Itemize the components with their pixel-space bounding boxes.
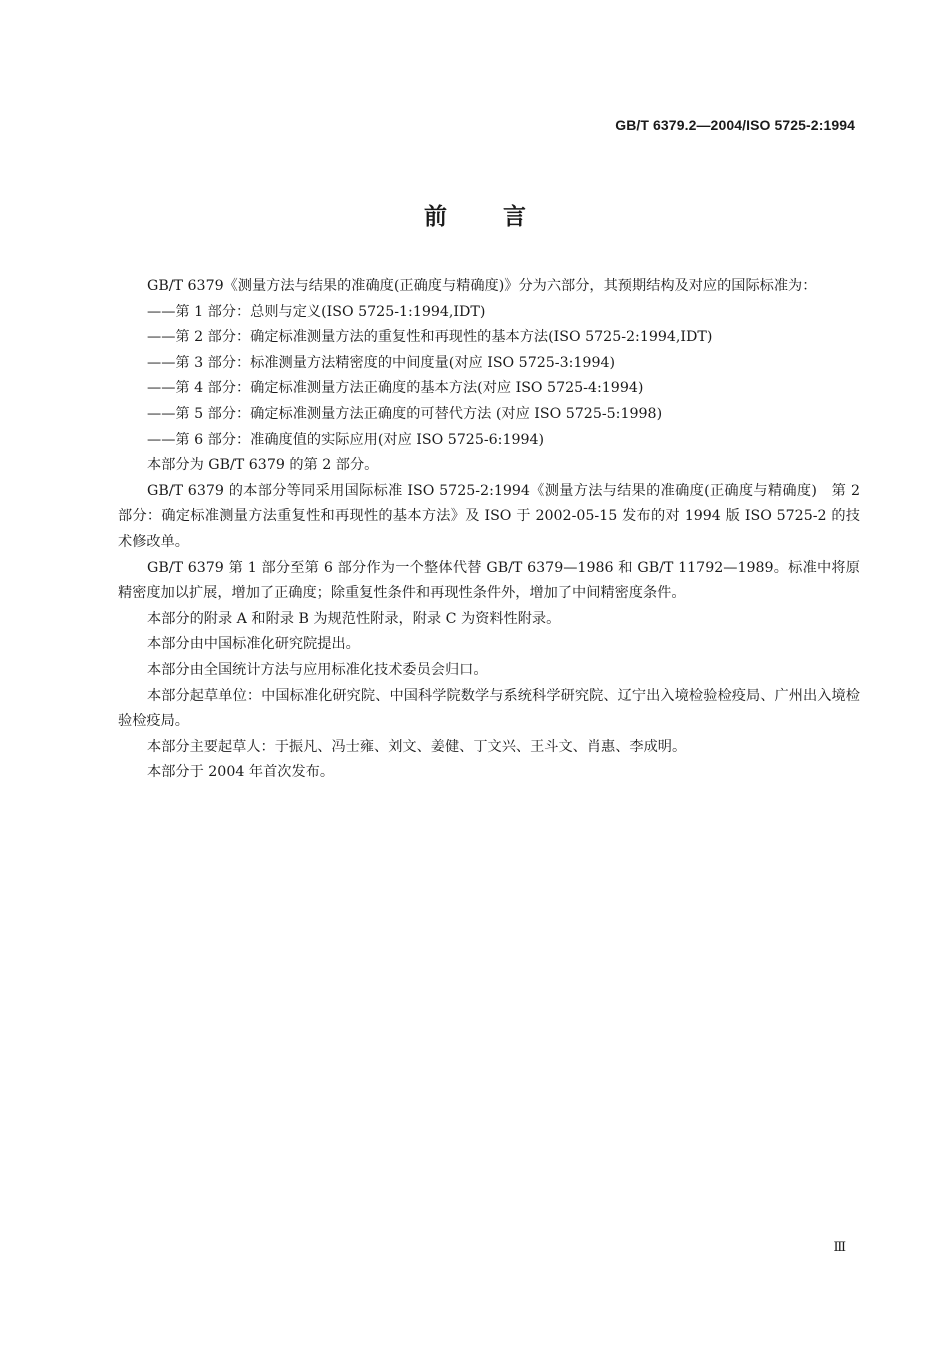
standard-number-header: GB/T 6379.2—2004/ISO 5725-2:1994 [615, 117, 855, 133]
paragraph-drafters: 本部分主要起草人：于振凡、冯士雍、刘文、姜健、丁文兴、王斗文、肖惠、李成明。 [147, 738, 687, 755]
page-number: Ⅲ [833, 1240, 846, 1255]
paragraph-adoption: GB/T 6379 的本部分等同采用国际标准 ISO 5725-2:1994《测量方法与结果的准确度(正确度与精确度) 第 2 部分：确定标准测量方法重复性和再现性的基本方法》及 ISO 于 2002-05-15 发布的对 1994 版 ISO 5725-2 的技术修改单。 [118, 482, 860, 550]
list-item-part-5: ——第 5 部分：确定标准测量方法正确度的可替代方法 (对应 ISO 5725-5:1998) [147, 405, 663, 422]
list-item-part-6: ——第 6 部分：准确度值的实际应用(对应 ISO 5725-6:1994) [147, 431, 545, 448]
list-item-part-1: ——第 1 部分：总则与定义(ISO 5725-1:1994,IDT) [147, 303, 486, 320]
paragraph-centralized-by: 本部分由全国统计方法与应用标准化技术委员会归口。 [147, 661, 488, 678]
paragraph-intro: GB/T 6379《测量方法与结果的准确度(正确度与精确度)》分为六部分，其预期结构及对应的国际标准为： [147, 278, 817, 294]
paragraph-this-part: 本部分为 GB/T 6379 的第 2 部分。 [147, 457, 379, 474]
paragraph-proposed-by: 本部分由中国标准化研究院提出。 [147, 636, 360, 653]
list-item-part-4: ——第 4 部分：确定标准测量方法正确度的基本方法(对应 ISO 5725-4:1994) [147, 380, 644, 397]
list-item-part-3: ——第 3 部分：标准测量方法精密度的中间度量(对应 ISO 5725-3:1994) [147, 354, 616, 371]
paragraph-drafting-units: 本部分起草单位：中国标准化研究院、中国科学院数学与系统科学研究院、辽宁出入境检验检疫局、广州出入境检验检疫局。 [118, 687, 860, 730]
foreword-body [118, 274, 860, 786]
page-title: 前言 [424, 204, 582, 230]
paragraph-replacement: GB/T 6379 第 1 部分至第 6 部分作为一个整体代替 GB/T 6379—1986 和 GB/T 11792—1989。标准中将原精密度加以扩展，增加了正确度；除重复性条件和再现性条件外，增加了中间精密度条件。 [118, 559, 860, 602]
paragraph-annexes: 本部分的附录 A 和附录 B 为规范性附录，附录 C 为资料性附录。 [147, 610, 561, 627]
list-item-part-2: ——第 2 部分：确定标准测量方法的重复性和再现性的基本方法(ISO 5725-2:1994,IDT) [147, 329, 713, 346]
paragraph-first-issue: 本部分于 2004 年首次发布。 [147, 764, 335, 781]
